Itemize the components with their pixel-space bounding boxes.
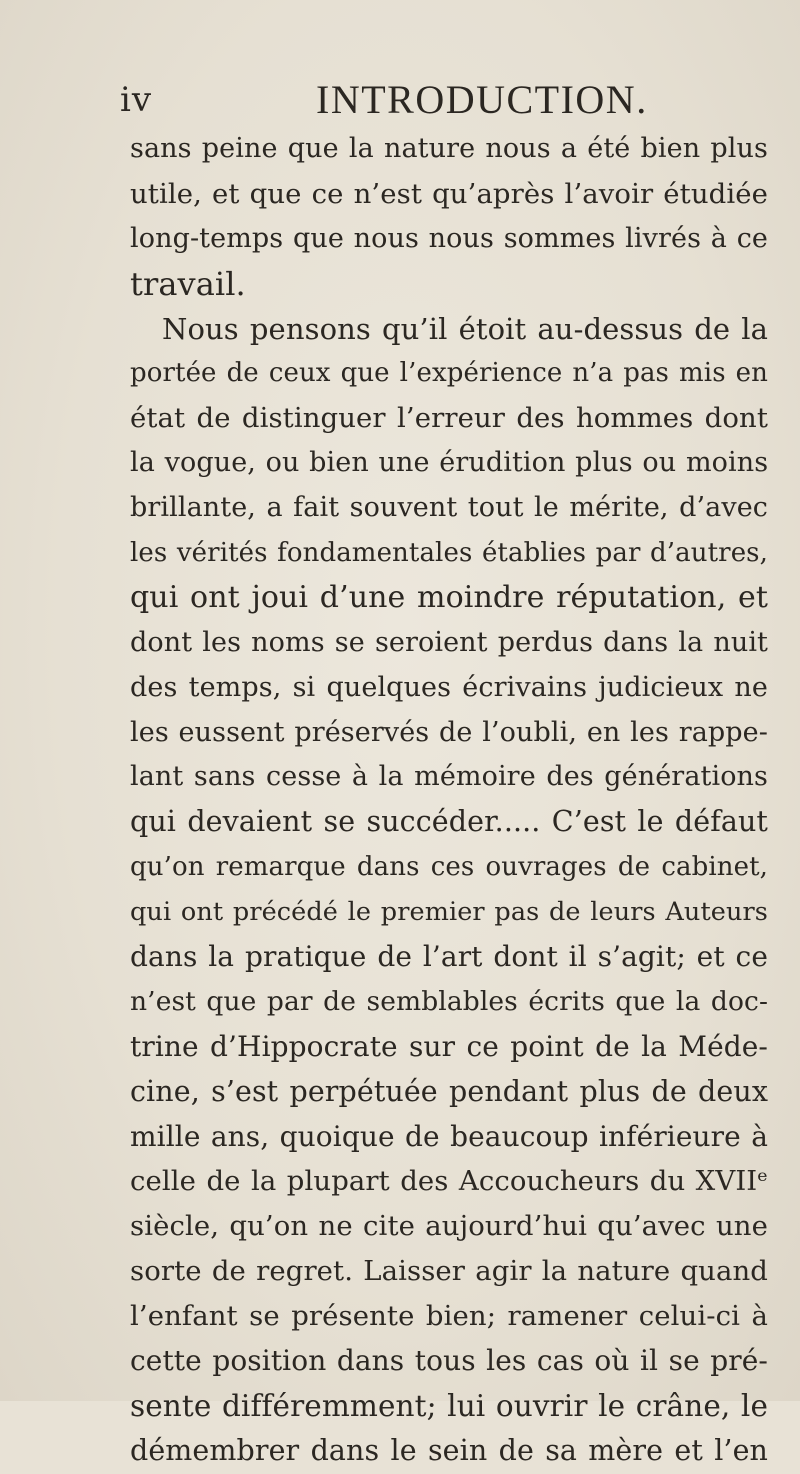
text-line: dans la pratique de l’art dont il s’agit; et ce xyxy=(130,940,768,974)
running-title: INTRODUCTION. xyxy=(316,77,648,122)
text-line: qu’on remarque dans ces ouvrages de cabinet, xyxy=(130,852,768,883)
text-line: état de distinguer l’erreur des hommes dont xyxy=(130,402,768,435)
text-line: siècle, qu’on ne cite aujourd’hui qu’avec une xyxy=(130,1210,768,1243)
text-line: travail. xyxy=(130,264,246,303)
body-text xyxy=(130,127,768,1474)
text-line: l’enfant se présente bien; ramener celui-ci à xyxy=(130,1300,768,1333)
text-line: qui devaient se succéder..... C’est le défaut xyxy=(130,805,768,839)
running-head xyxy=(0,76,800,126)
text-line: les eussent préservés de l’oubli, en les rappe- xyxy=(130,716,768,748)
text-line: trine d’Hippocrate sur ce point de la Méde- xyxy=(130,1029,768,1063)
text-line: sans peine que la nature nous a été bien plus xyxy=(130,133,768,164)
page-number: iv xyxy=(120,80,153,120)
text-line: celle de la plupart des Accoucheurs du XVIIᵉ xyxy=(130,1165,768,1198)
text-line: cette position dans tous les cas où il se pré- xyxy=(130,1344,768,1378)
text-line: qui ont joui d’une moindre réputation, et xyxy=(130,579,768,615)
text-line: n’est que par de semblables écrits que la doc- xyxy=(130,985,768,1017)
text-line: lant sans cesse à la mémoire des générations xyxy=(130,761,768,793)
text-line: utile, et que ce n’est qu’après l’avoir étudiée xyxy=(130,177,768,210)
text-line: mille ans, quoique de beaucoup inférieure à xyxy=(130,1119,768,1153)
text-line: la vogue, ou bien une érudition plus ou moins xyxy=(130,447,769,479)
text-line: brillante, a fait souvent tout le mérite, d’avec xyxy=(130,492,768,524)
text-line: qui ont précédé le premier pas de leurs Auteurs xyxy=(130,897,768,928)
text-line: des temps, si quelques écrivains judicieux ne xyxy=(130,671,768,703)
text-line: long-temps que nous nous sommes livrés à ce xyxy=(130,222,768,254)
text-line: dont les noms se seroient perdus dans la nuit xyxy=(130,626,768,658)
text-line: sorte de regret. Laisser agir la nature quand xyxy=(130,1255,768,1288)
text-line: Nous pensons qu’il étoit au-dessus de la xyxy=(162,311,768,346)
text-line: démembrer dans le sein de sa mère et l’en xyxy=(130,1433,768,1467)
text-line: cine, s’est perpétuée pendant plus de deux xyxy=(130,1074,768,1108)
text-line: les vérités fondamentales établies par d’autres, xyxy=(130,538,768,569)
text-line: portée de ceux que l’expérience n’a pas mis en xyxy=(130,358,768,389)
text-line: sente différemment; lui ouvrir le crâne, le xyxy=(130,1388,768,1423)
